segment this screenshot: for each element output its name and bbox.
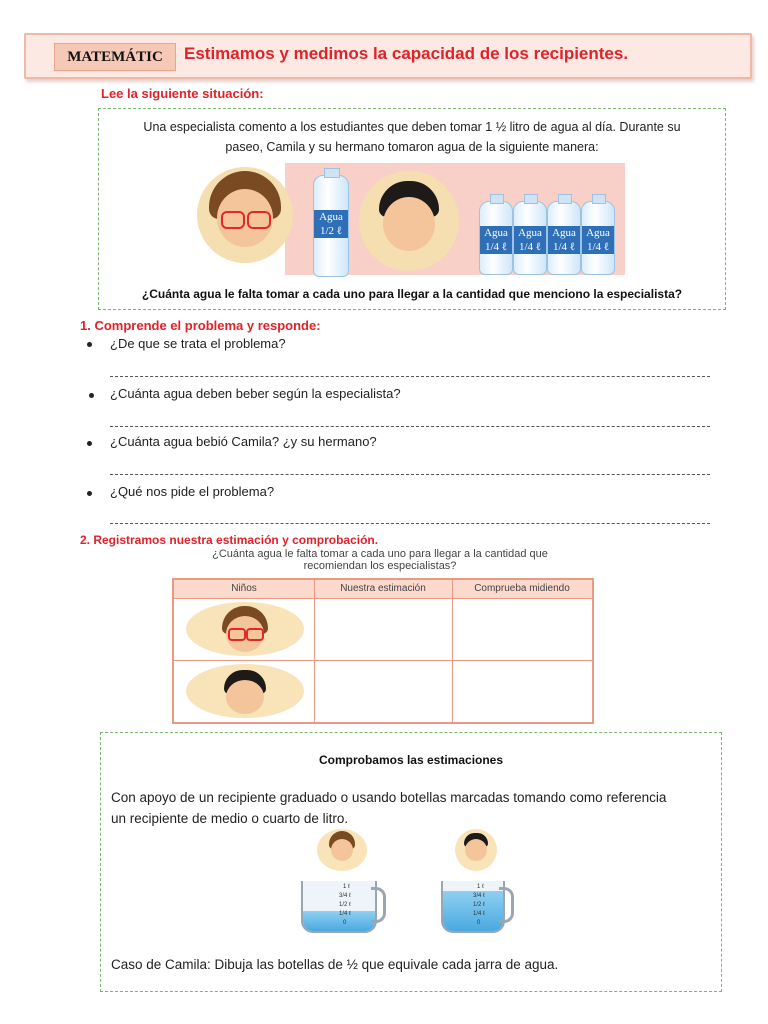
bullet [87,342,92,347]
page-title: Estimamos y medimos la capacidad de los recipientes. [184,44,629,63]
situation-text [109,117,715,157]
quarter-liter-bottle [581,201,615,275]
answer-line[interactable] [110,474,710,475]
bullet [87,491,92,496]
bottle-label-top: Agua [480,226,512,240]
glasses-icon [221,211,245,229]
answer-line[interactable] [110,426,710,427]
section2-heading: 2. Registramos nuestra estimación y comprobación. [80,533,379,547]
bottle-label-bottom: 1/2 ℓ [314,224,348,238]
jar-tick: 1/2 ℓ [473,902,485,908]
question-item: ¿Qué nos pide el problema? [110,484,275,499]
column-header: Comprueba midiendo [474,583,570,594]
section1-heading: 1. Comprende el problema y responde: [80,318,321,333]
jar-tick: 1 ℓ [477,884,484,890]
table-title-line1: ¿Cuánta agua le falta tomar a cada uno para llegar a la cantidad que [212,548,548,560]
situation-label: Lee la siguiente situación: [101,86,264,101]
measuring-jug [301,881,377,933]
glasses-icon [246,628,264,641]
verification-box [100,732,722,992]
bottle-label-bottom: 1/4 ℓ [480,240,512,254]
jar-tick: 3/4 ℓ [339,893,351,899]
verification-text [111,787,717,829]
boy-avatar [455,829,497,871]
jug-handle [499,887,514,923]
boy-avatar [186,664,304,718]
glasses-icon [228,628,246,641]
girl-avatar [186,602,304,656]
verification-heading: Comprobamos las estimaciones [318,753,504,767]
bottle-label-bottom: 1/4 ℓ [582,240,614,254]
bottle-label-bottom: 1/4 ℓ [514,240,546,254]
bullet [87,441,92,446]
girl-avatar [197,167,293,263]
jar-tick: 1/4 ℓ [339,911,351,917]
bottle-label-top: Agua [514,226,546,240]
answer-line[interactable] [110,523,710,524]
situation-text-line2: paseo, Camila y su hermano tomaron agua de la siguiente manera: [225,140,599,154]
jar-tick: 0 [343,920,347,926]
boy-avatar [359,171,459,271]
verification-text-line1: Con apoyo de un recipiente graduado o usando botellas marcadas tomando como referencia [111,790,667,805]
bottle-label-top: Agua [548,226,580,240]
jar-tick: 1/4 ℓ [473,911,485,917]
situation-question: ¿Cuánta agua le falta tomar a cada uno para llegar a la cantidad que menciono la especialista? [141,287,683,301]
jug-handle [371,887,386,923]
estimation-cell[interactable] [315,661,451,721]
table-title-line2: recomiendan los especialistas? [303,560,457,572]
estimation-table [172,578,594,724]
measurement-cell[interactable] [453,661,591,721]
answer-line[interactable] [110,376,710,377]
situation-text-line1: Una especialista comento a los estudiantes que deben tomar 1 ½ litro de agua al día. Durante su [143,120,681,134]
measurement-cell[interactable] [453,599,591,659]
question-item: ¿Cuánta agua bebió Camila? ¿y su hermano? [110,434,377,449]
estimation-cell[interactable] [315,599,451,659]
quarter-liter-bottle [513,201,547,275]
verification-text-line2: un recipiente de medio o cuarto de litro. [111,811,349,826]
camila-instruction: Caso de Camila: Dibuja las botellas de ½ que equivale cada jarra de agua. [111,957,559,972]
jar-tick: 0 [477,920,481,926]
bullet [89,393,94,398]
quarter-liter-bottle [547,201,581,275]
bottle-label-bottom: 1/4 ℓ [548,240,580,254]
bottle-label-top: Agua [314,210,348,224]
bottle-label-top: Agua [582,226,614,240]
jar-tick: 1 ℓ [343,884,350,890]
glasses-icon [247,211,271,229]
situation-box [98,108,726,310]
half-liter-bottle [313,175,349,277]
table-title [160,548,600,572]
column-header: Nuestra estimación [340,583,426,594]
jar-tick: 1/2 ℓ [339,902,351,908]
question-item: ¿De que se trata el problema? [110,336,286,351]
boy-face [383,197,435,251]
question-item: ¿Cuánta agua deben beber según la especialista? [110,386,401,401]
header-banner [24,33,752,79]
column-header: Niños [231,583,257,594]
jar-tick: 3/4 ℓ [473,893,485,899]
girl-avatar [317,829,367,871]
measuring-jug [441,881,505,933]
quarter-liter-bottle [479,201,513,275]
subject-label: MATEMÁTIC [54,43,176,71]
